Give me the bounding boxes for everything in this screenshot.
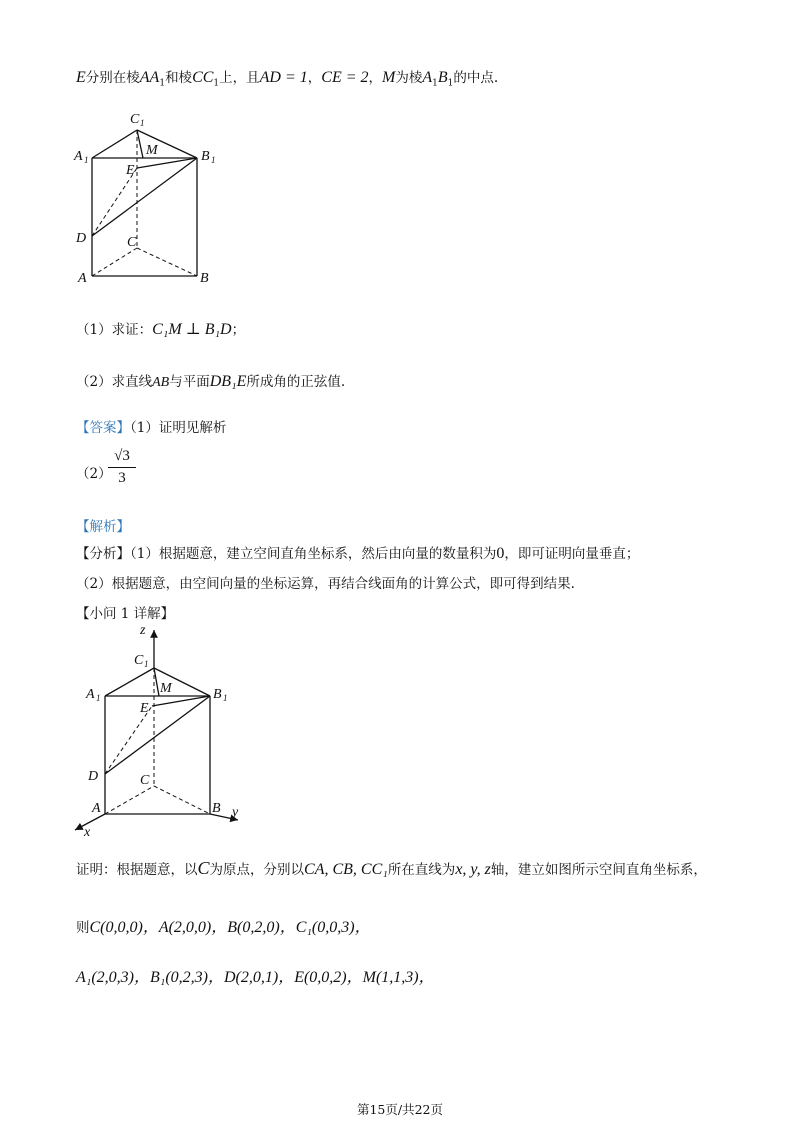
- edge-c-b: [137, 248, 197, 276]
- question-1-expression: C₁M ⊥ B₁D: [152, 321, 232, 338]
- fraction-denominator: 3: [118, 470, 126, 486]
- segment-c1-m: [137, 130, 143, 158]
- axes-lines: CA, CB, CC₁: [304, 861, 388, 878]
- label-a: A: [92, 801, 101, 816]
- analysis-line-2: （2）根据题意，由空间向量的坐标运算，再结合线面角的计算公式，即可得到结果.: [76, 576, 575, 592]
- text-segment: 和棱: [165, 70, 193, 86]
- answer-tag: 【答案】: [76, 420, 130, 436]
- coordinate-figure: [60, 622, 260, 842]
- edge-a-c: [92, 248, 137, 276]
- zero-value: 0: [496, 545, 505, 562]
- axes-names: x, y, z: [455, 861, 491, 878]
- label-a1: A: [74, 149, 83, 164]
- edge-cc1: CC: [192, 69, 214, 86]
- question-1-prefix: （1）求证：: [76, 322, 153, 338]
- text-segment: ，: [307, 70, 322, 86]
- label-e: E: [140, 701, 149, 716]
- label-b: B: [212, 801, 221, 816]
- question-2-mid: 与平面: [169, 374, 210, 390]
- label-c: C: [127, 235, 137, 250]
- analysis-text: （1）根据题意，建立空间直角坐标系，然后由向量的数量积为: [130, 546, 497, 562]
- edge-aa1: AA: [139, 69, 160, 86]
- segment-d-e: [105, 706, 152, 774]
- label-z: z: [140, 623, 146, 638]
- coordinates-line-1: C(0,0,0)，A(2,0,0)，B(0,2,0)，C₁(0,0,3)，: [89, 919, 371, 936]
- label-c: C: [140, 773, 150, 788]
- coordinates-line-2: A₁(2,0,3)，B₁(0,2,3)，D(2,0,1)，E(0,0,2)，M(1,1,3)，: [76, 969, 435, 986]
- point-m: M: [382, 69, 396, 86]
- label-x: x: [84, 825, 91, 840]
- proof-line-3: [76, 964, 435, 987]
- edge-a1-c1: [92, 130, 137, 158]
- proof-text: 证明：根据题意，以: [76, 862, 198, 878]
- page-footer: 第15页/共22页: [356, 1102, 444, 1117]
- text-segment: 上，且: [219, 70, 260, 86]
- subscript: 1: [159, 78, 166, 89]
- subquestion-tag: 【小问 1 详解】: [76, 606, 175, 622]
- point-b1: B: [437, 69, 448, 86]
- question-2-prefix: （2）求直线: [76, 374, 153, 390]
- label-y: y: [232, 805, 239, 820]
- line-ab: AB: [152, 375, 170, 390]
- ad-equation: AD = 1: [259, 69, 308, 86]
- label-c1-sub: 1: [140, 118, 145, 128]
- label-m: M: [146, 143, 158, 158]
- label-b1-sub: 1: [223, 693, 228, 703]
- segment-e-b1: [152, 696, 210, 706]
- label-b: B: [200, 271, 209, 286]
- segment-c1-m: [154, 668, 159, 696]
- origin-c: C: [197, 858, 210, 878]
- fraction-bar: [108, 467, 136, 468]
- question-2-suffix: 所成角的正弦值.: [246, 374, 346, 390]
- label-m: M: [160, 681, 172, 696]
- label-d: D: [76, 231, 87, 246]
- label-a1-sub: 1: [84, 155, 89, 165]
- segment-d-b1: [92, 158, 197, 236]
- answer-line: [76, 416, 226, 436]
- proof-text: 轴，建立如图所示空间直角坐标系，: [490, 862, 707, 878]
- text-segment: 的中点.: [453, 70, 499, 86]
- segment-d-b1: [105, 696, 210, 774]
- plane-db1e: DB₁E: [209, 373, 247, 390]
- label-c1: C: [134, 653, 144, 668]
- point-a1: A: [422, 69, 433, 86]
- question-1: [76, 318, 245, 339]
- label-e: E: [126, 163, 135, 178]
- proof-text: 为原点，分别以: [209, 862, 305, 878]
- prism-figure: [70, 108, 230, 288]
- proof-text: 则: [76, 920, 90, 936]
- subscript: 1: [213, 78, 220, 89]
- label-b1-sub: 1: [211, 155, 216, 165]
- text-segment: ，: [368, 70, 383, 86]
- label-d: D: [88, 769, 99, 784]
- label-c1-sub: 1: [144, 659, 149, 669]
- analysis-label: 【分析】: [76, 546, 130, 562]
- ce-equation: CE = 2: [321, 69, 369, 86]
- proof-text: 所在直线为: [387, 862, 456, 878]
- analysis-text-end: ，即可证明向量垂直；: [504, 546, 640, 562]
- subscript: 1: [447, 78, 454, 89]
- point-e: E: [76, 69, 86, 86]
- label-a: A: [78, 271, 87, 286]
- label-a1: A: [86, 687, 95, 702]
- subscript: 1: [432, 78, 438, 89]
- text-segment: 为棱: [395, 70, 423, 86]
- proof-line-1: [76, 858, 707, 879]
- label-b1: B: [201, 149, 210, 164]
- analysis-line-1: [76, 542, 639, 563]
- edge-c-b: [154, 786, 210, 814]
- question-1-suffix: ；: [231, 322, 246, 338]
- segment-e-b1: [137, 158, 197, 168]
- segment-d-e: [92, 168, 137, 236]
- edge-a1-c1: [105, 668, 154, 696]
- edge-a-c: [105, 786, 154, 814]
- text-segment: 分别在棱: [85, 70, 140, 86]
- answer-part-1: （1）证明见解析: [130, 420, 227, 436]
- label-a1-sub: 1: [96, 693, 101, 703]
- analysis-tag: 【解析】: [76, 519, 130, 535]
- label-c1: C: [130, 112, 140, 127]
- label-b1: B: [213, 687, 222, 702]
- problem-statement-line: [76, 66, 498, 89]
- proof-line-2: [76, 914, 371, 937]
- answer-fraction: [108, 448, 136, 487]
- question-2: [76, 370, 345, 391]
- fraction-numerator: √3: [114, 448, 130, 464]
- answer-part-2-prefix: （2）: [76, 466, 112, 482]
